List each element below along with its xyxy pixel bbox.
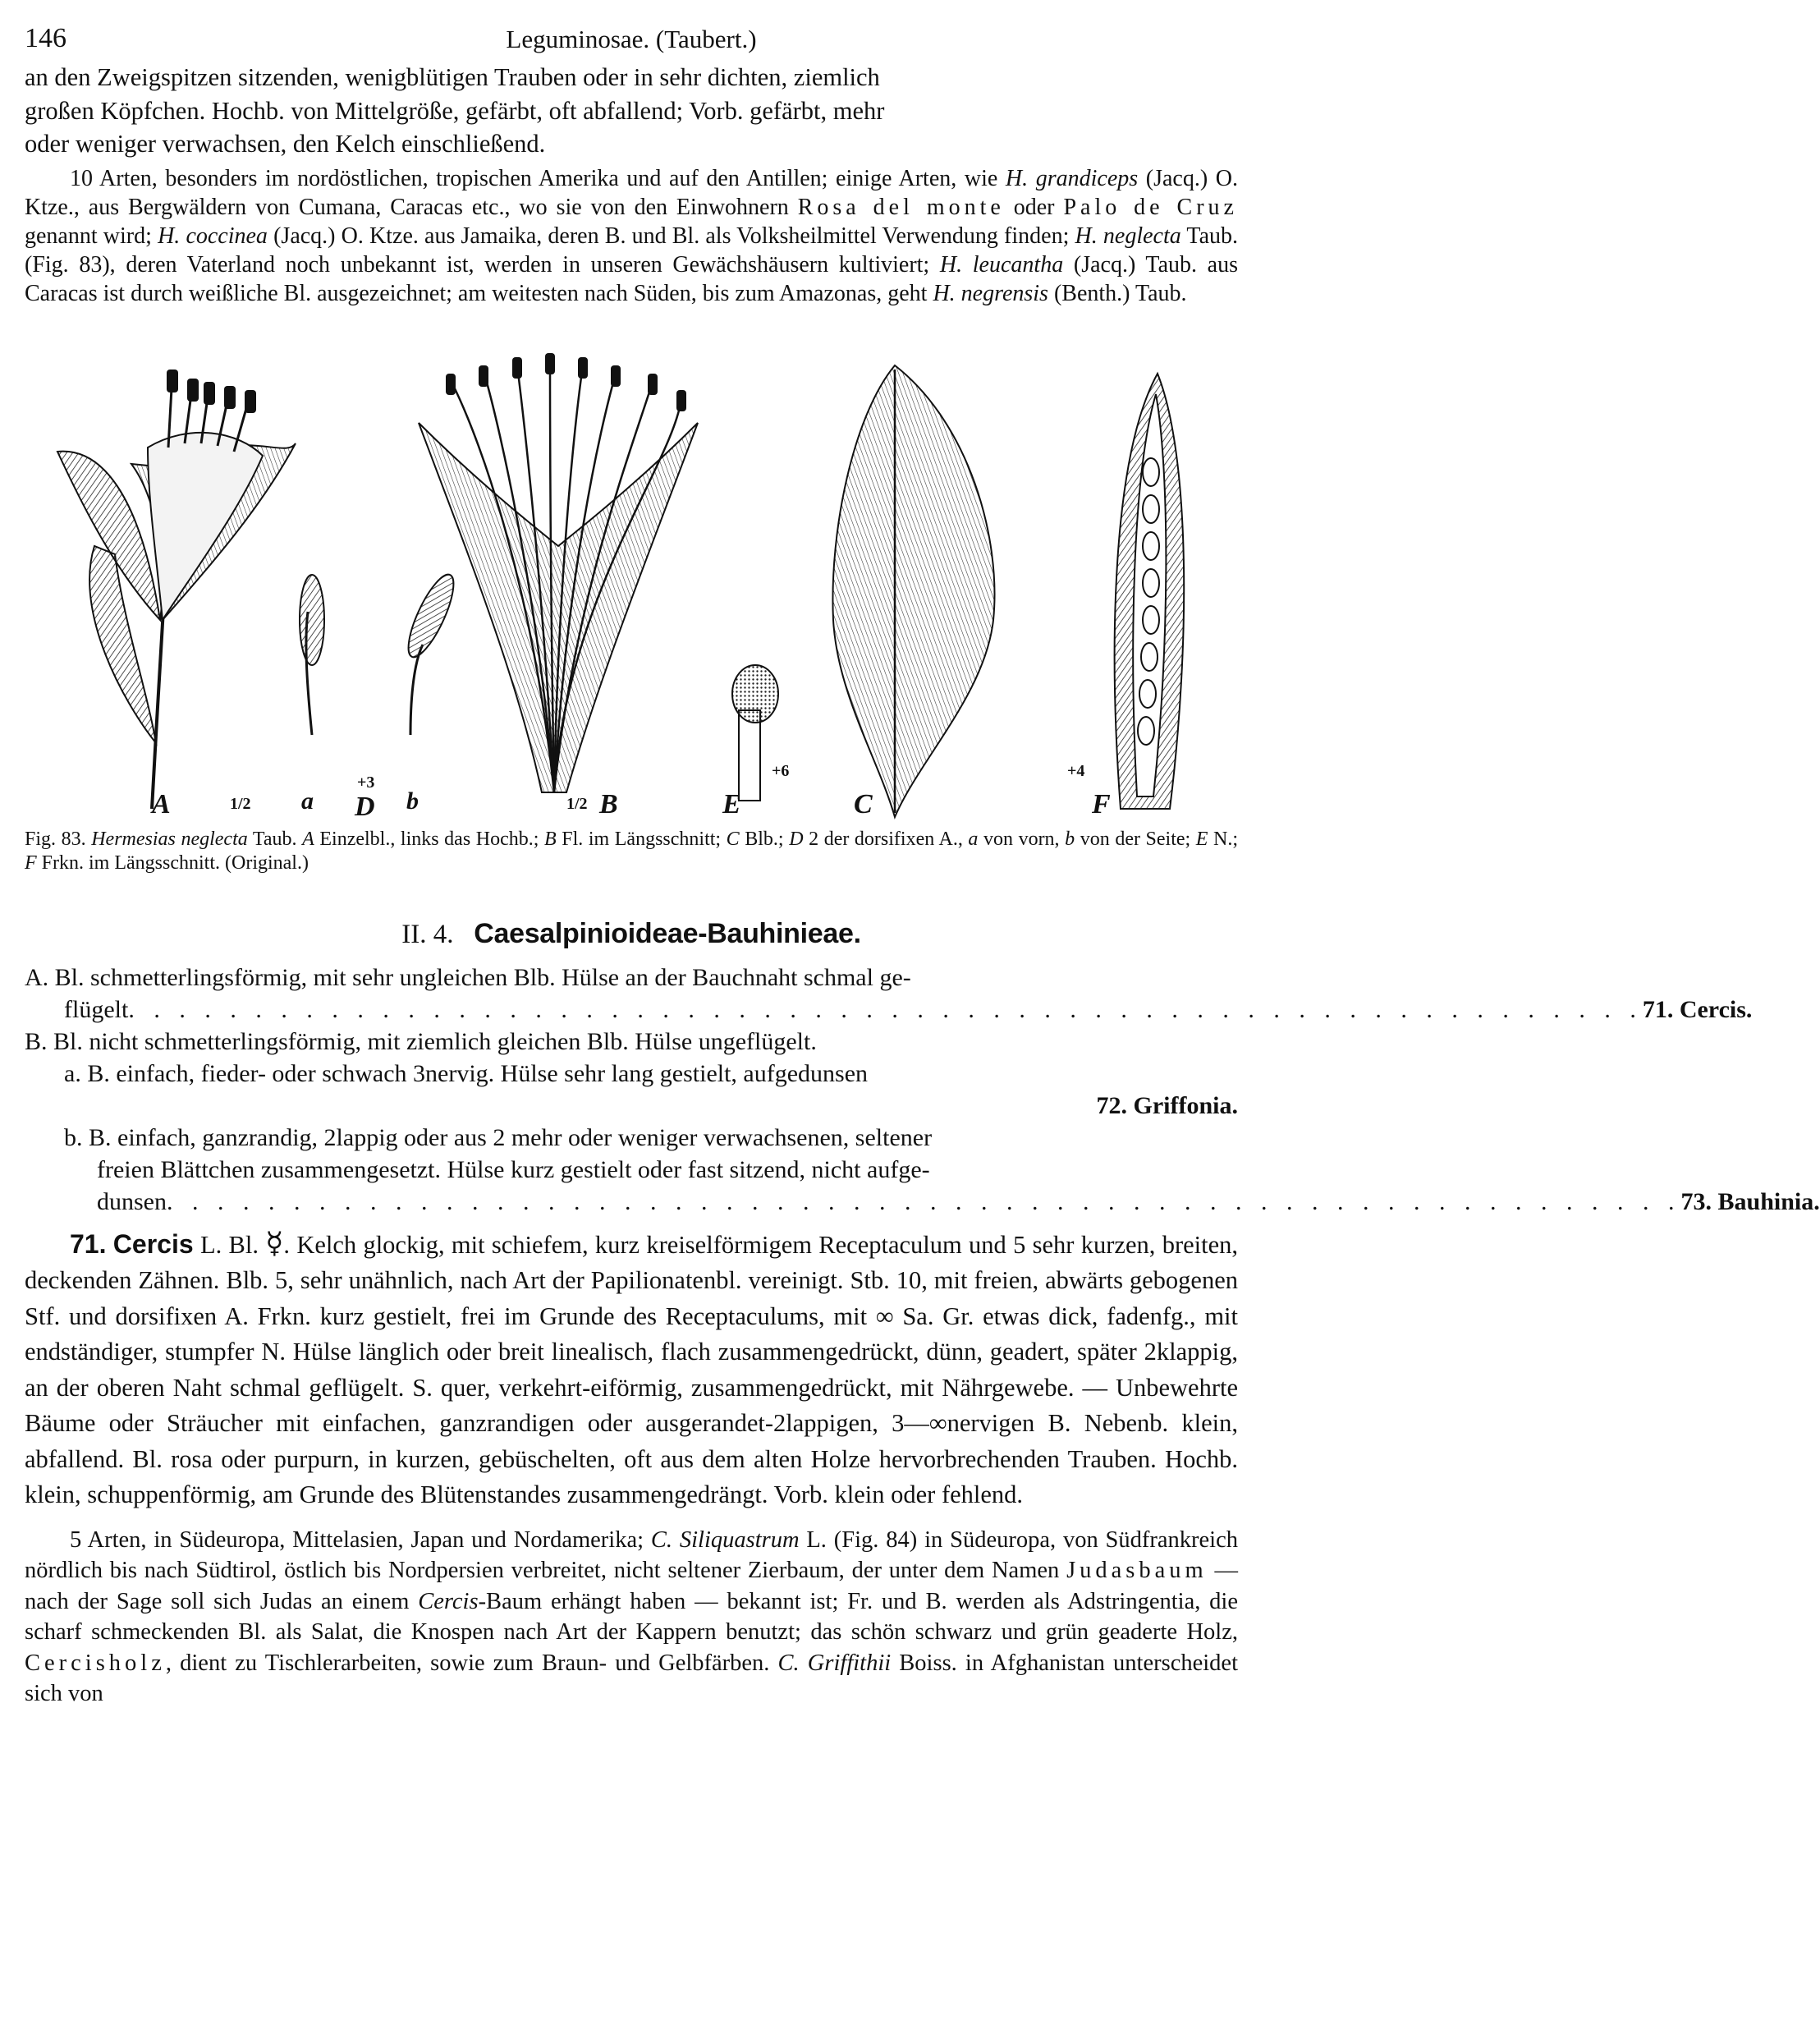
genus-number: 71. (70, 1228, 107, 1259)
species-name: H. negrensis (933, 280, 1048, 306)
key-entry-b-cont: freien Blättchen zusammengesetzt. Hülse kurz gestielt oder fast sitzend, nicht aufge- (97, 1155, 930, 1183)
intro-line: großen Köpfchen. Hochb. von Mittelgröße, gefärbt, oft abfallend; Vorb. gefärbt, mehr (25, 96, 885, 125)
label-b: b (406, 787, 419, 815)
page-header (25, 18, 1238, 61)
species-name: H. grandiceps (1005, 165, 1139, 191)
vernacular-name: Rosa del monte (797, 194, 1005, 220)
intro-paragraph (25, 61, 1238, 161)
label-B-scale: 1/2 (566, 794, 588, 813)
label-A: A (152, 788, 171, 819)
vernacular-name: Cercisholz (25, 1650, 166, 1676)
figure-83 (25, 349, 1238, 821)
running-head: Leguminosae. (Taubert.) (506, 25, 757, 53)
page-number: 146 (25, 23, 66, 53)
species-name: H. leucantha (939, 251, 1064, 278)
label-F: F (1092, 788, 1111, 819)
label-D: D (355, 791, 375, 822)
figure-part-A (57, 370, 296, 809)
key-entry-B: B. Bl. nicht schmetterlingsförmig, mit ziemlich gleichen Blb. Hülse ungeflügelt. (25, 1027, 817, 1055)
genus-name: Cercis (112, 1228, 194, 1259)
figure-part-C (832, 365, 994, 817)
key-target-griffonia: 72. Griffonia. (1096, 1091, 1238, 1119)
genus-description-cercis: 71. Cercis L. Bl. ☿. Kelch glockig, mit schiefem, kurz kreiselförmigem Receptaculum und 5 sehr kurzen, breiten, deckenden Zähnen. Blb. 5, sehr unähnlich, nach Art der Papilionatenbl. vereinigt. Stb. 10, mit freien, abwärts gebogenen Stf. und dorsifixen A. Frkn. kurz gestielt, frei im Grunde des Receptaculums, mit ∞ Sa. Gr. etwas dick, fadenfg., mit endständiger, stumpfer N. Hülse länglich oder breit linealisch, flach zusammengedrückt, dünn, geadert, später 2klappig, an der oberen Naht schmal geflügelt. S. quer, verkehrt-eiförmig, zusammengedrückt, mit Nährgewebe. — Unbewehrte Bäume oder Sträucher mit einfachen, ganzrandigen oder ausgerandet-2lappigen, 3—∞nervigen B. Nebenb. klein, abfallend. Bl. rosa oder purpurn, in kurzen, gebüschelten, oft aus dem alten Holze hervorbrechenden Trauben. Hochb. klein, schuppenförmig, am Grunde des Blütenstandes zusammengedrängt. Vorb. klein oder fehlend. (25, 1226, 1239, 1508)
label-B: B (599, 788, 618, 819)
species-name: C. Griffithii (777, 1650, 892, 1676)
vernacular-name: Judasbaum (1066, 1558, 1208, 1583)
hermaphrodite-symbol: ☿ (265, 1226, 284, 1260)
species-name: H. coccinea (158, 223, 268, 249)
caption-species: Hermesias neglecta (91, 828, 248, 850)
label-A-scale: 1/2 (230, 794, 251, 813)
species-name: Cercis (418, 1588, 479, 1614)
key-target-bauhinia: 73. Bauhinia. (1680, 1187, 1820, 1215)
section-title: Caesalpinioideae-Bauhinieae. (474, 917, 861, 949)
section-heading (25, 918, 1238, 950)
identification-key (25, 962, 1820, 1218)
label-E-scale: +6 (772, 761, 790, 780)
figure-part-D (300, 569, 462, 735)
key-entry-b: b. B. einfach, ganzrandig, 2lappig oder aus 2 mehr oder weniger verwachsenen, seltener (64, 1123, 933, 1151)
species-name: C. Siliquastrum (650, 1526, 800, 1553)
label-F-scale: +4 (1067, 761, 1085, 780)
figure-part-B (419, 353, 698, 792)
figure-part-E (732, 665, 778, 801)
species-name: H. neglecta (1075, 223, 1181, 249)
key-target-cercis: 71. Cercis. (1642, 995, 1753, 1023)
label-D-scale: +3 (357, 773, 375, 792)
vernacular-name: Palo de Cruz (1063, 194, 1238, 220)
key-entry-A: A. Bl. schmetterlingsförmig, mit sehr ungleichen Blb. Hülse an der Bauchnaht schmal ge- (25, 963, 911, 991)
figure-caption: Fig. 83. Hermesias neglecta Taub. A Einzelbl., links das Hochb.; B Fl. im Längsschnitt; C Blb.; D 2 der dorsifixen A., a von vorn, b von der Seite; E N.; F Frkn. im Längsschnitt. (Original.) (25, 828, 1239, 874)
botanical-illustration (25, 349, 1238, 821)
label-E: E (722, 788, 741, 819)
figure-part-F (1115, 374, 1184, 809)
page (25, 18, 1820, 1710)
intro-line: an den Zweigspitzen sitzenden, wenigblütigen Trauben oder in sehr dichten, ziemlich (25, 63, 880, 91)
key-entry-b-cont2: dunsen . . . . . . . . . . . . . . . . . . . . . . . . . . . . . . . . . . . . . . . . . . . . . . . . . . . . . . . . . . . . 73. Bauhinia. (25, 1186, 1238, 1218)
species-paragraph: 10 Arten, besonders im nordöstlichen, tropischen Amerika und auf den Antillen; einige Arten, wie H. grandiceps (Jacq.) O. Ktze., aus Bergwäldern von Cumana, Caracas etc., wo sie von den Einwohnern Rosa del monte oder Palo de Cruz genannt wird; H. coccinea (Jacq.) O. Ktze. aus Jamaika, deren B. und Bl. als Volksheilmittel Verwendung finden; H. neglecta Taub. (Fig. 83), deren Vaterland noch unbekannt ist, werden in unseren Gewächshäusern kultiviert; H. leucantha (Jacq.) Taub. aus Caracas ist durch weißliche Bl. ausgezeichnet; am weitesten nach Süden, bis zum Amazonas, geht H. negrensis (Benth.) Taub. (25, 165, 1239, 306)
label-a: a (301, 787, 314, 815)
section-number: II. 4. (401, 919, 454, 949)
species-paragraph-cercis: 5 Arten, in Südeuropa, Mittelasien, Japan und Nordamerika; C. Siliquastrum L. (Fig. 84) in Südeuropa, von Südfrankreich nördlich bis nach Südtirol, östlich bis Nordpersien verbreitet, nicht seltener Zierbaum, der unter dem Namen Judasbaum — nach der Sage soll sich Judas an einem Cercis-Baum erhängt haben — bekannt ist; Fr. und B. werden als Adstringentia, die scharf schmeckenden Bl. als Salat, die Knospen nach Art der Kappern benutzt; das schön schwarz und grün geaderte Holz, Cercisholz, dient zu Tischlerarbeiten, sowie zum Braun- und Gelbfärben. C. Griffithii Boiss. in Afghanistan unterscheidet sich von (25, 1526, 1239, 1706)
key-entry-A-cont: flügelt . . . . . . . . . . . . . . . . . . . . . . . . . . . . . . . . . . . . . . . . . . . . . . . . . . . . . . . . . . . . 71. Cercis. (25, 994, 1238, 1026)
label-C: C (854, 788, 873, 819)
intro-line: oder weniger verwachsen, den Kelch einschließend. (25, 130, 546, 158)
key-entry-a: a. B. einfach, fieder- oder schwach 3nervig. Hülse sehr lang gestielt, aufgedunsen (64, 1059, 869, 1087)
